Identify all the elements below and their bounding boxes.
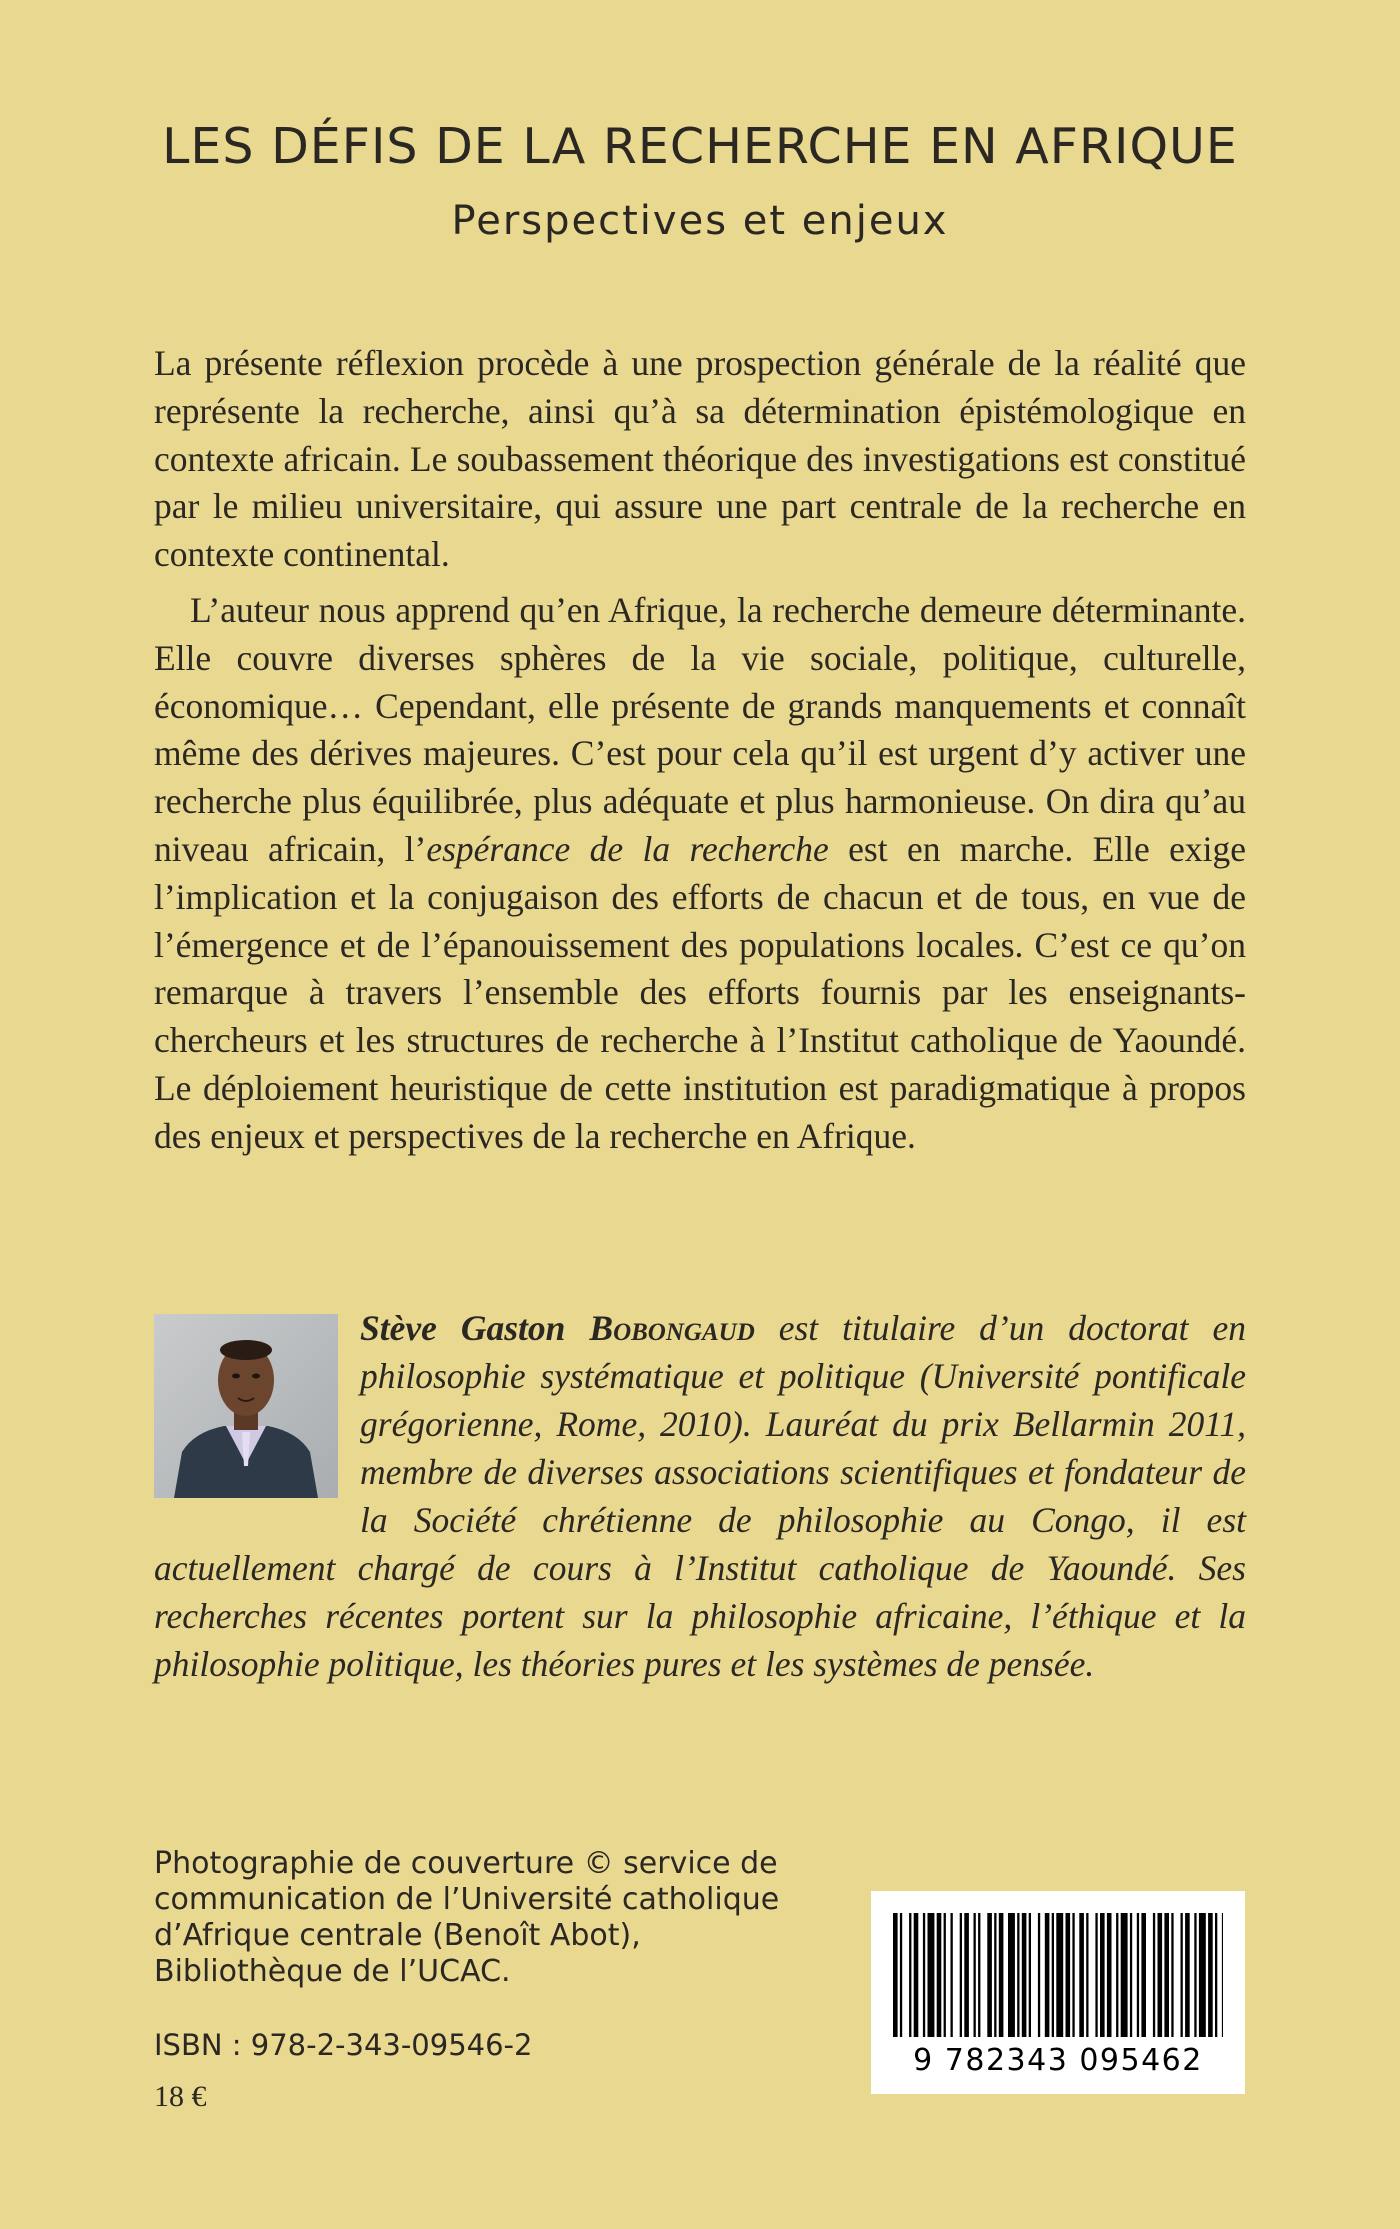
barcode-bar (1017, 1913, 1019, 2037)
photo-credit-line-3: d’Afrique centrale (Benoît Abot), (154, 1918, 641, 1953)
barcode-bar (1121, 1913, 1128, 2037)
author-photo (154, 1314, 338, 1498)
barcode-bar (1199, 1913, 1206, 2037)
barcode-bar (1056, 1913, 1063, 2037)
barcode-bar (1153, 1913, 1155, 2037)
barcode-bar (937, 1913, 942, 2037)
summary-paragraph-2-part-b: est en marche. Elle exige l’implication et la conjugaison des efforts de chacun et de tous, en vue de l’émergence et de l’épanouissement des populations locales. C’est ce qu’on remarque à travers l’ensemble des efforts fournis par les enseignants-chercheurs et les structures de recherche à l’Institut catholique de Yaoundé. Le déploiement heuristique de cette institution est paradigmatique à propos des enjeux et perspectives de la recherche en Afrique. (154, 828, 1247, 1156)
barcode-bar (987, 1913, 992, 2037)
barcode-bar (1137, 1913, 1139, 2037)
photo-credit-line-4: Bibliothèque de l’UCAC. (154, 1954, 511, 1989)
barcode-bar (1045, 1913, 1050, 2037)
barcode-bar (1022, 1913, 1027, 2037)
barcode-bar (1215, 1913, 1217, 2037)
barcode-bar (974, 1913, 976, 2037)
barcode-bar (1095, 1913, 1097, 2037)
barcode-bar (893, 1913, 898, 2037)
barcode-bar (994, 1913, 996, 2037)
price: 18 € (154, 2080, 207, 2113)
barcode-bar (999, 1913, 1004, 2037)
barcode-bar (1072, 1913, 1074, 2037)
barcode-bar (928, 1913, 935, 2037)
barcode-bar (909, 1913, 911, 2037)
author-portrait-illustration (154, 1314, 338, 1498)
barcode-bar (914, 1913, 919, 2037)
barcode-bar (1181, 1913, 1183, 2037)
author-bio (154, 1304, 1246, 1688)
barcode-bar (960, 1913, 962, 2037)
barcode-bar (1130, 1913, 1132, 2037)
barcode-bar (900, 1913, 902, 2037)
author-name (360, 1308, 755, 1348)
barcode-bar (1222, 1913, 1223, 2037)
isbn: ISBN : 978-2-343-09546-2 (154, 2028, 533, 2062)
book-title: LES DÉFIS DE LA RECHERCHE EN AFRIQUE (162, 118, 1238, 175)
barcode-bar (978, 1913, 980, 2037)
barcode-bar (1008, 1913, 1015, 2037)
barcode-bar (1107, 1913, 1112, 2037)
barcode-bar (964, 1913, 969, 2037)
barcode-bars (893, 1913, 1223, 2043)
barcode-bar (1066, 1913, 1071, 2037)
barcode-bar (951, 1913, 953, 2037)
photo-credit-line-2: communication de l’Université catholique (154, 1882, 780, 1917)
barcode-bar (1208, 1913, 1213, 2037)
barcode-bar (1164, 1913, 1169, 2037)
barcode-bar (1116, 1913, 1118, 2037)
barcode-bar (1086, 1913, 1088, 2037)
book-summary (154, 340, 1246, 1161)
barcode-bar (1029, 1913, 1031, 2037)
barcode-digits: 9 782343 095462 (913, 2043, 1203, 2078)
book-subtitle: Perspectives et enjeux (451, 198, 949, 244)
barcode-bar (923, 1913, 925, 2037)
summary-paragraph-2 (154, 587, 1246, 1161)
photo-credit-line-1: Photographie de couverture © service de (154, 1846, 778, 1881)
author-surname: Bobongaud (589, 1308, 755, 1348)
barcode-bar (1052, 1913, 1054, 2037)
summary-paragraph-2-part-a: L’auteur nous apprend qu’en Afrique, la recherche demeure déterminante. Elle couvre diverses sphères de la vie sociale, politique, culturelle, économique… Cependant, elle présente de grands manquements et connaît même des dérives majeures. C’est pour cela qu’il est urgent d’y activer une recherche plus équilibrée, plus adéquate et plus harmonieuse. On dira qu’au niveau africain, l’ (154, 589, 1246, 869)
barcode-bar (944, 1913, 946, 2037)
summary-paragraph-1: La présente réflexion procède à une prospection générale de la réalité que représente la recherche, ainsi qu’à sa détermination épistémologique en contexte africain. Le soubassement théorique des investigations est constitué par le milieu universitaire, qui assure une part centrale de la recherche en contexte continental. (154, 343, 1246, 575)
summary-italic-phrase: espérance de la recherche (426, 828, 829, 869)
author-bio-body: est titulaire d’un doctorat en philosophie systématique et politique (Université pontificale grégorienne, Rome, 2010). Lauréat du prix Bellarmin 2011, membre de diverses associations scientifiques et fondateur de la Société chrétienne de philosophie au Congo, il est actuellement chargé de cours à l’Institut catholique de Yaoundé. Ses recherches récentes portent sur la philosophie africaine, l’éthique et la philosophie politique, les théories pures et les systèmes de pensée. (154, 1308, 1246, 1684)
barcode-bar (1194, 1913, 1196, 2037)
barcode-bar (1171, 1913, 1173, 2037)
author-first-names: Stève Gaston (360, 1308, 590, 1348)
barcode-bar (1038, 1913, 1040, 2037)
photo-credit (154, 1846, 804, 1990)
barcode-bar (1079, 1913, 1084, 2037)
barcode (871, 1891, 1245, 2094)
barcode-bar (1185, 1913, 1190, 2037)
barcode-bar (1158, 1913, 1163, 2037)
barcode-bar (1141, 1913, 1146, 2037)
barcode-bar (1100, 1913, 1105, 2037)
